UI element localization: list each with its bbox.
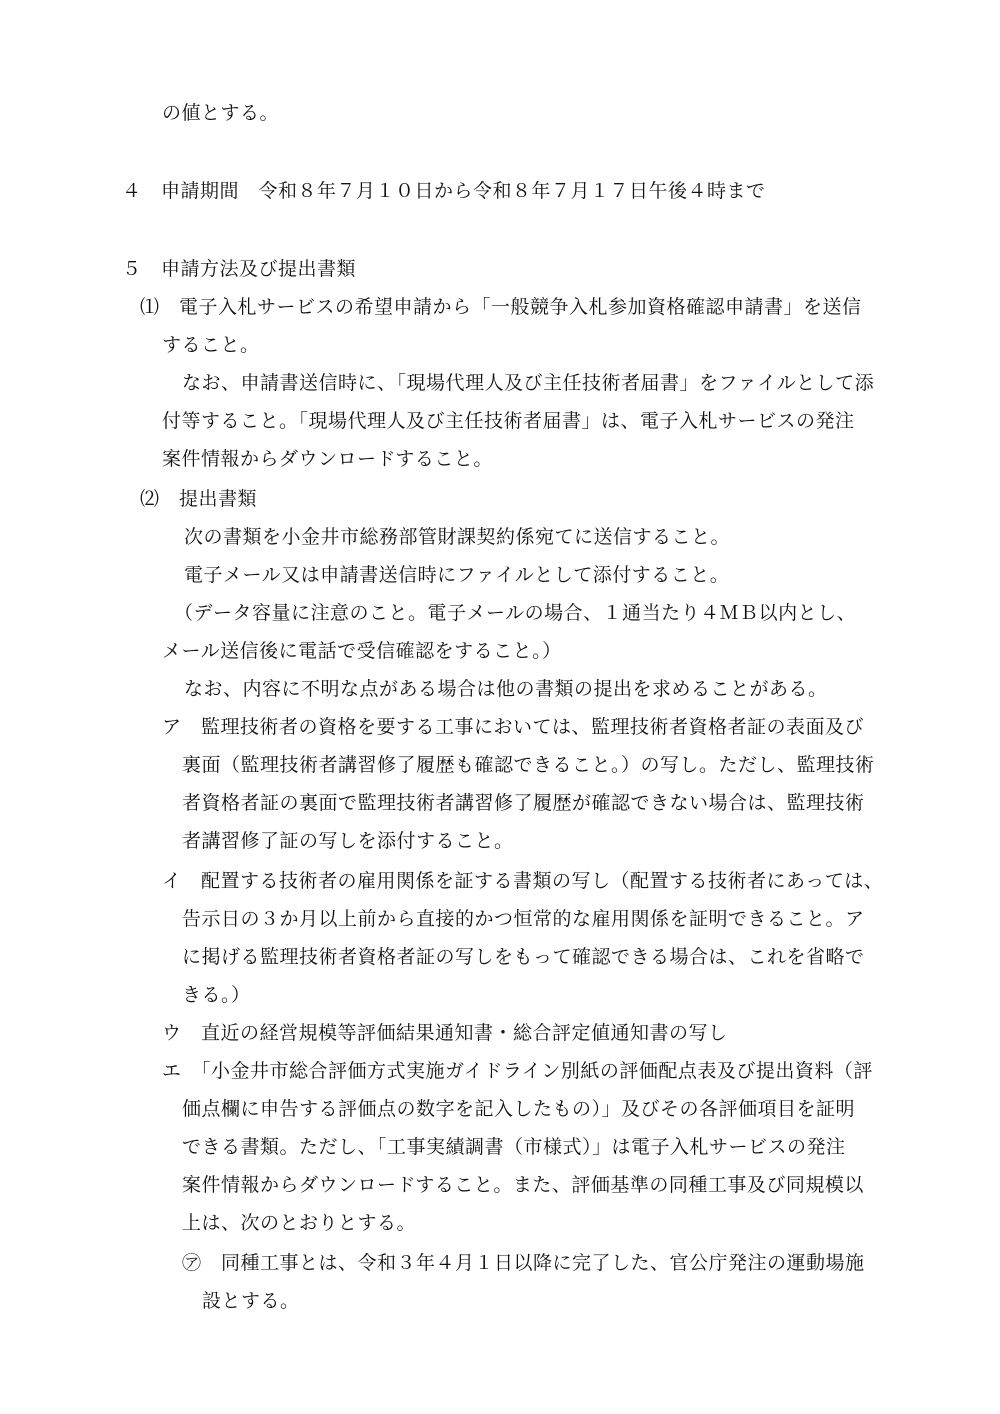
text-line: 者資格者証の裏面で監理技術者講習修了履歴が確認できない場合は、監理技術 <box>182 792 865 814</box>
text-line: ⑴ 電子入札サービスの希望申請から「一般競争入札参加資格確認申請書」を送信 <box>140 296 862 318</box>
text-line: （データ容量に注意のこと。電子メールの場合、１通当たり４ＭＢ以内とし、 <box>174 602 857 624</box>
text-line: なお、内容に不明な点がある場合は他の書類の提出を求めることがある。 <box>184 678 828 700</box>
text-line: 者講習修了証の写しを添付すること。 <box>182 830 514 852</box>
text-line: に掲げる監理技術者資格者証の写しをもって確認できる場合は、これを省略で <box>182 946 865 968</box>
text-line: 価点欄に申告する評価点の数字を記入したもの）」及びその各評価項目を証明 <box>182 1098 856 1120</box>
subsection-heading: ⑵ 提出書類 <box>140 488 258 510</box>
text-line: メール送信後に電話で受信確認をすること。） <box>162 640 562 662</box>
list-item: ㋐ 同種工事とは、令和３年４月１日以降に完了した、官公庁発注の運動場施 <box>182 1252 865 1274</box>
text-line: 案件情報からダウンロードすること。 <box>162 448 493 470</box>
text-line: 付等すること。「現場代理人及び主任技術者届書」は、電子入札サービスの発注 <box>162 410 855 432</box>
text-line: 告示日の３か月以上前から直接的かつ恒常的な雇用関係を証明できること。ア <box>182 908 865 930</box>
text-line: 上は、次のとおりとする。 <box>182 1212 417 1234</box>
section-heading: ４ 申請期間 令和８年７月１０日から令和８年７月１７日午後４時まで <box>122 180 766 202</box>
text-line: なお、申請書送信時に、「現場代理人及び主任技術者届書」をファイルとして添 <box>182 372 875 394</box>
text-line: きる。） <box>182 984 251 1006</box>
text-line: の値とする。 <box>162 102 280 124</box>
text-line: 電子メール又は申請書送信時にファイルとして添付すること。 <box>184 564 730 586</box>
text-line: 設とする。 <box>202 1290 300 1312</box>
section-heading: ５ 申請方法及び提出書類 <box>122 258 357 280</box>
text-line: 裏面（監理技術者講習修了履歴も確認できること。）の写し。ただし、監理技術 <box>182 754 875 776</box>
text-line: できる書類。ただし、「工事実績調書（市様式）」は電子入札サービスの発注 <box>182 1136 846 1158</box>
list-item: イ 配置する技術者の雇用関係を証する書類の写し（配置する技術者にあっては、 <box>162 870 884 892</box>
list-item: ア 監理技術者の資格を要する工事においては、監理技術者資格者証の表面及び <box>162 716 865 738</box>
list-item: エ 「小金井市総合評価方式実施ガイドライン別紙の評価配点表及び提出資料（評 <box>162 1060 873 1082</box>
text-line: 次の書類を小金井市総務部管財課契約係宛てに送信すること。 <box>184 526 731 548</box>
list-item: ウ 直近の経営規模等評価結果通知書・総合評定値通知書の写し <box>162 1022 728 1044</box>
text-line: すること。 <box>162 334 260 356</box>
text-line: 案件情報からダウンロードすること。また、評価基準の同種工事及び同規模以 <box>182 1174 864 1196</box>
